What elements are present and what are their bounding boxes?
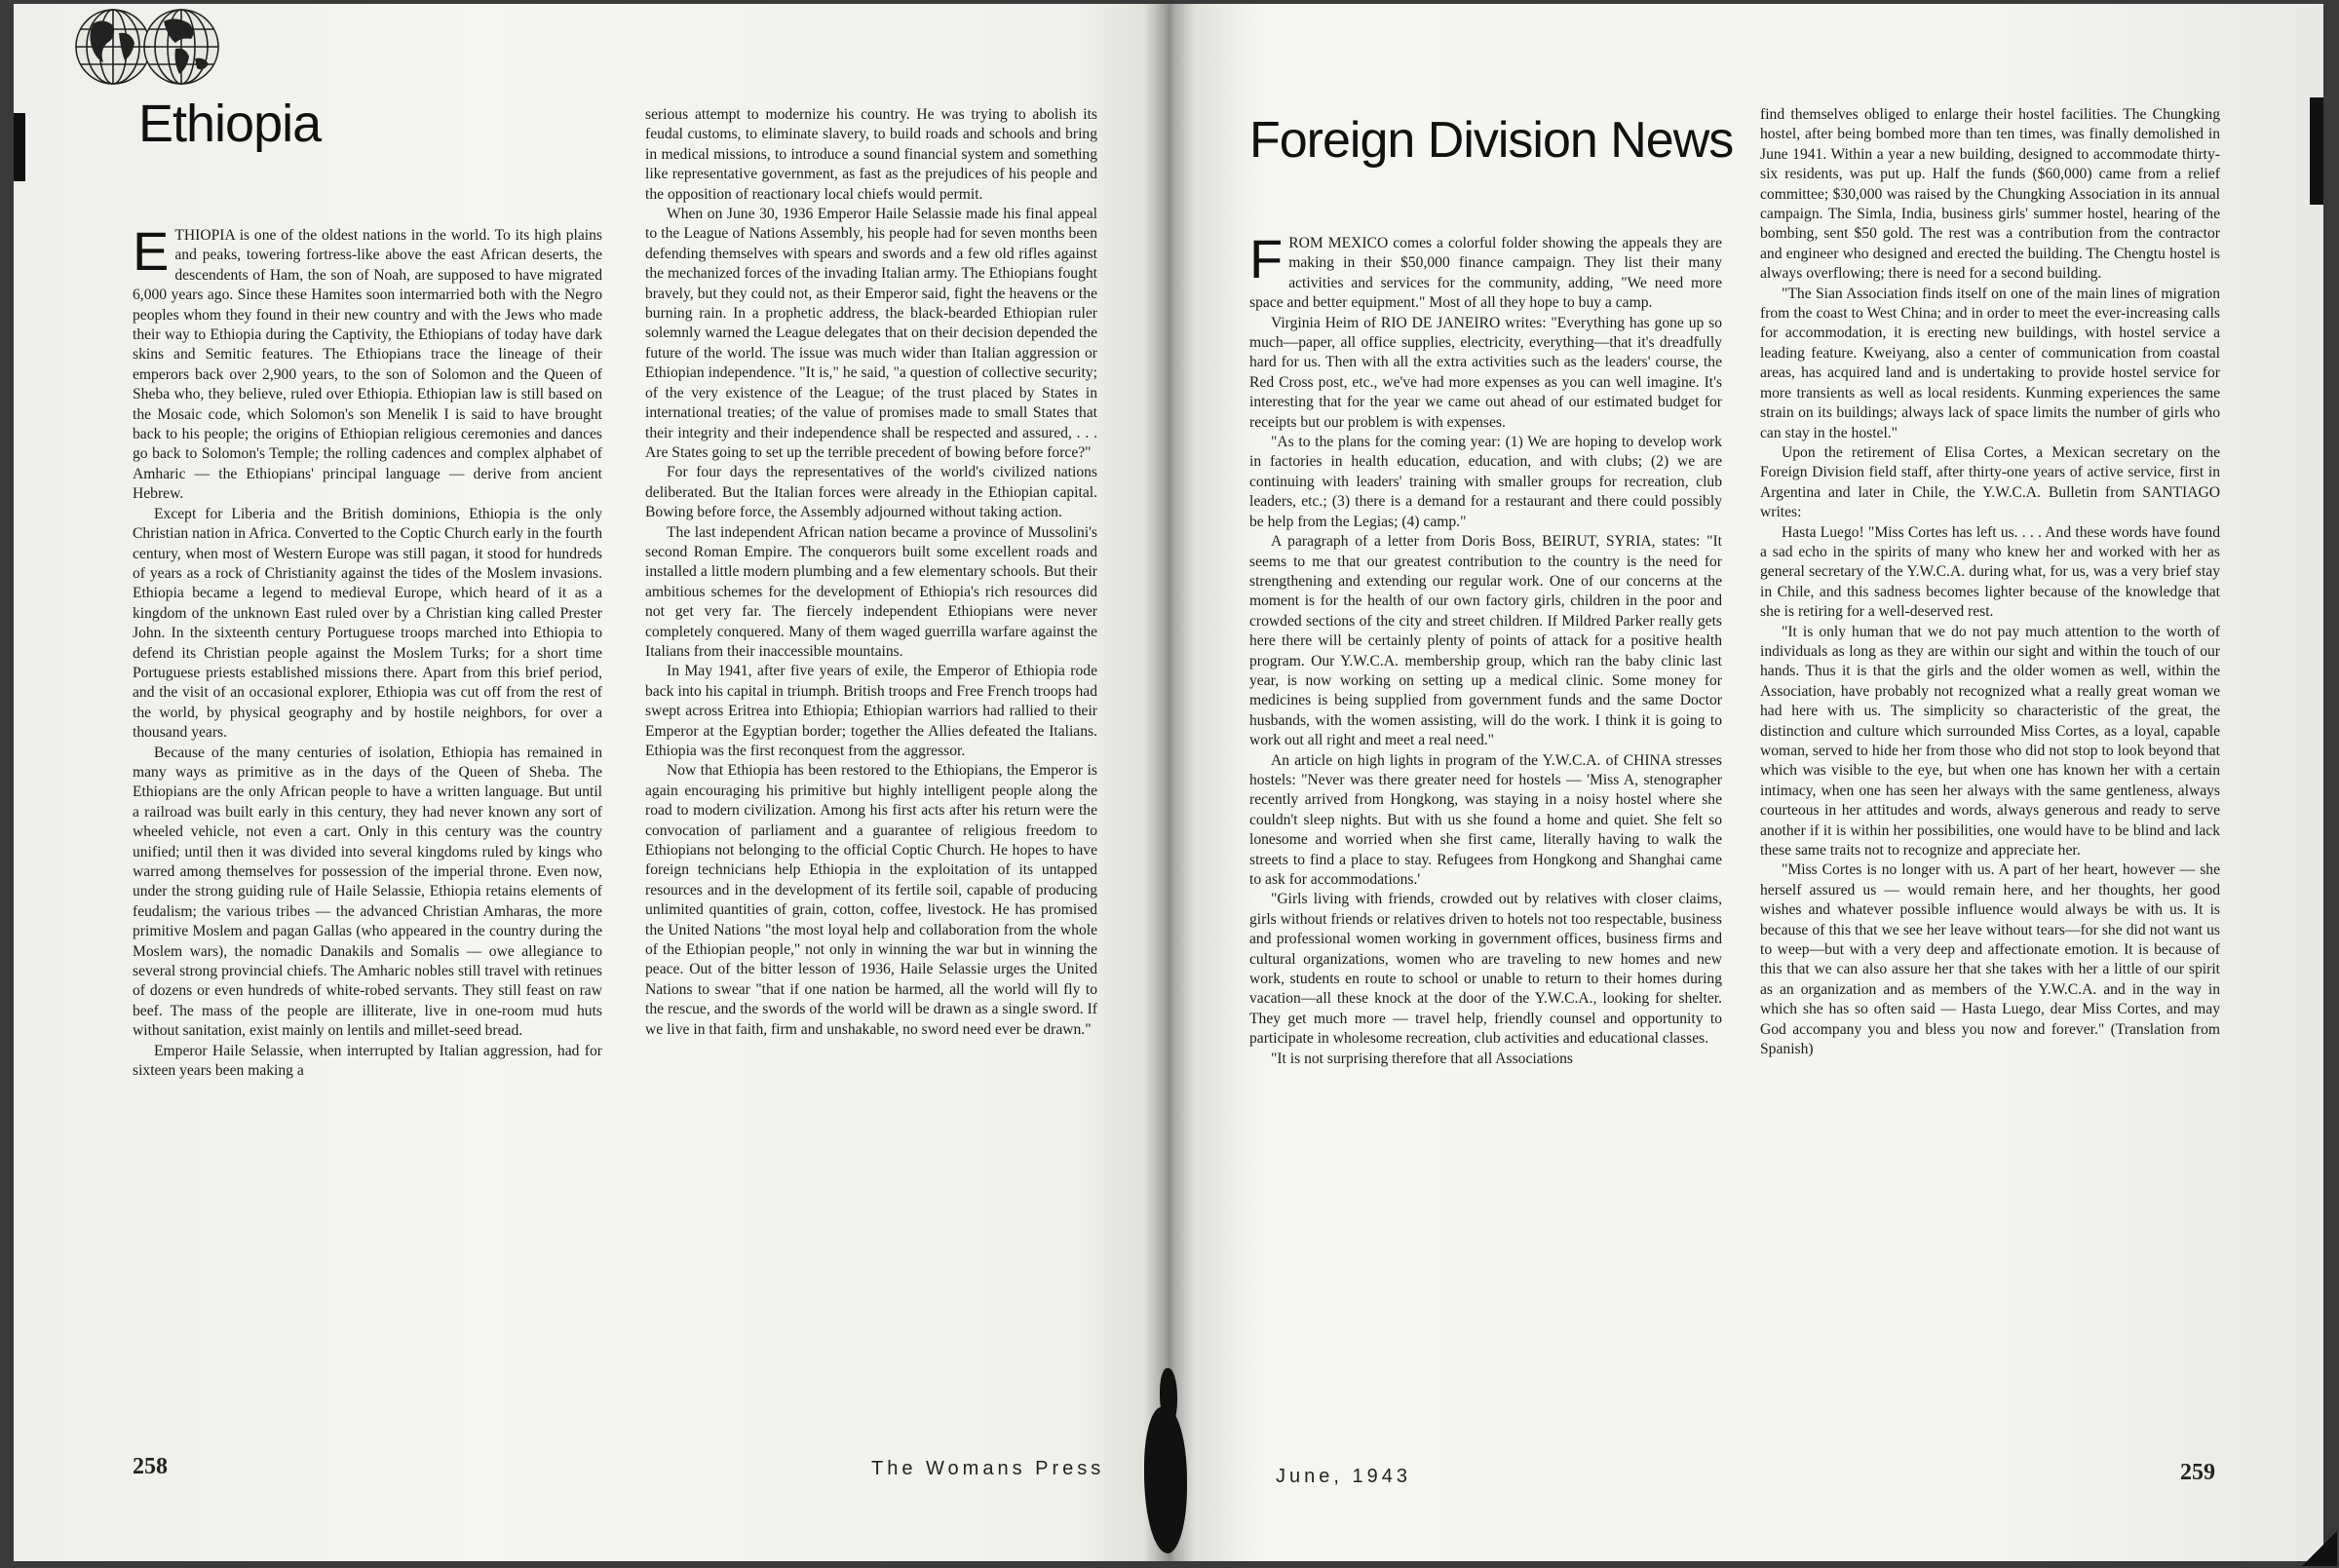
gutter-shadow-blot bbox=[1144, 1407, 1187, 1553]
article-title-foreign-division-news: Foreign Division News bbox=[1249, 112, 1734, 169]
page-number-left: 258 bbox=[133, 1454, 168, 1479]
page-turn-corner-icon[interactable] bbox=[2302, 1531, 2337, 1566]
right-page bbox=[1169, 4, 2323, 1561]
paragraph: Hasta Luego! "Miss Cortes has left us. . . . And these words have found a sad echo in the spirits of many who knew her and worked with her as general secretary of the Y.W.C.A. during what, for us, was a very brief stay in Chile, and this sadness becomes lighter because of the knowledge that she is retiring for a well-deserved rest. bbox=[1760, 523, 2220, 621]
paragraph: serious attempt to modernize his country. He was trying to abolish its feudal customs, to eliminate slavery, to build roads and schools and bring in medical missions, to introduce a sound financial system and something like representative government, as fast as the prejudices of his people and the opposition of reactionary local chiefs would permit. bbox=[645, 106, 1097, 203]
paragraph: Now that Ethiopia has been restored to the Ethiopians, the Emperor is again encouraging his primitive but highly intelligent people along the road to modern civilization. Among his first acts after his return were the convocation of parliament and a guarantee of religious freedom to Ethiopians not belonging to the official Coptic Church. He hopes to have foreign technicians help Ethiopia in the exploitation of its untapped resources and in the development of its fertile soil, capable of producing unlimited quantities of grain, cotton, coffee, livestock. He has promised the United Nations "the most loyal help and collaboration from the whole of the Ethiopian people," not only in winning the war but in winning the peace. Out of the bitter lesson of 1936, Haile Selassie urges the United Nations to swear "that if one nation be harmed, all the world will fly to the rescue, and the swords of the world will be drawn as a single sword. If we live in that faith, firm and unshakable, no sword need ever be drawn." bbox=[645, 762, 1097, 1038]
news-column-2 bbox=[1760, 105, 2220, 1431]
paragraph: When on June 30, 1936 Emperor Haile Selassie made his final appeal to the League of Nations Assembly, his people had for seven months been defending themselves with spears and swords and a few old rifles against the mechanized forces of the invading Italian army. The Ethiopians fought bravely, but they could not, as their Emperor said, fight the heavens or the burning rain. In a prophetic address, the black-bearded Ethiopian ruler solemnly warned the League delegates that on their decision depended the future of the world. The issue was much wider than Italian aggression or Ethiopian independence. "It is," he said, "a question of collective security; of the very existence of the League; of the trust placed by States in international treaties; of the value of promises made to small States that their integrity and their independence shall be respected and assured, . . . Are States going to set up the terrible precedent of bowing before force?" bbox=[645, 206, 1097, 461]
paragraph: "Girls living with friends, crowded out by relatives with closer claims, girls without friends or relatives driven to hotels not too respectable, business and professional women working in government offices, business firms and cultural organizations, women who are traveling to new homes and new work, students en route to school or unable to return to their homes during vacation—all these knock at the door of the Y.W.C.A., looking for shelter. They get much more — travel help, friendly counsel and opportunity to participate in wholesome recreation, club activities and educational classes. bbox=[1249, 891, 1722, 1048]
paragraph: Emperor Haile Selassie, when interrupted by Italian aggression, had for sixteen years been making a bbox=[133, 1042, 602, 1080]
paragraph: The last independent African nation became a province of Mussolini's second Roman Empire. The conquerors built some excellent roads and installed a little modern plumbing and a few elementary schools. But their ambitious schemes for the development of Ethiopia's rich resources did not get very far. The fiercely independent Ethiopians were never completely conquered. Many of them waged guerrilla warfare against the Italians from their inaccessible mountains. bbox=[645, 523, 1097, 660]
paragraph: In May 1941, after five years of exile, the Emperor of Ethiopia rode back into his capital in triumph. British troops and Free French troops had swept across Eritrea into Ethiopia; Ethiopian warriors had rallied to their Emperor at the Egyptian border; together the Allies defeated the Italians. Ethiopia was the first reconquest from the aggressor. bbox=[645, 663, 1097, 759]
page-number-right: 259 bbox=[2180, 1460, 2215, 1485]
paragraph: A paragraph of a letter from Doris Boss, BEIRUT, SYRIA, states: "It seems to me that our greatest contribution to the country is the need for strengthening and extending our regular work. One of our concerns at the moment is for the health of our own factory girls, children in the poor and crowded sections of the city and street children. If Mildred Parker really gets here there will be certainly plenty of points of attack for a positive health program. Our Y.W.C.A. membership group, which ran the baby clinic last year, is now working on setting up a medical clinic. Some money for medicines is being supplied from government funds and the same Doctor husbands, with the women assisting, will do the work. I think it is going to work out all right and meet a real need." bbox=[1249, 533, 1722, 749]
ethiopia-column-2 bbox=[645, 105, 1097, 1431]
paragraph: "The Sian Association finds itself on one of the main lines of migration from the coast to West China; and in order to meet the ever-increasing calls for accommodation, it is erecting new buildings, with hostel service a leading feature. Kweiyang, also a center of communication from coastal areas, has acquired land and is undertaking to provide hostel service for more transients as well as local residents. Kunming experiences the same strain on its buildings; always lack of space limits the number of girls who can stay in the hostel." bbox=[1760, 285, 2220, 441]
paragraph: An article on high lights in program of the Y.W.C.A. of CHINA stresses hostels: "Never was there greater need for hostels — 'Miss A, stenographer recently arrived from Hongkong, was staying in a noisy hostel where she couldn't sleep nights. But with us she found a home and quiet. She felt so lonesome and worried when she first came, literally having to walk the streets to find a place to stay. Refugees from Hongkong and Shanghai came to ask for accommodations.' bbox=[1249, 751, 1722, 888]
paragraph: ETHIOPIA is one of the oldest nations in the world. To its high plains and peaks, towering fortress-like above the east African deserts, the descendents of Ham, the son of Noah, are supposed to have migrated 6,000 years ago. Since these Hamites soon intermarried both with the Negro peoples whom they found in their new country and with the Jews who made their way to Ethiopia during the Captivity, the Ethiopians of today have dark skins and Semitic features. The Ethiopians trace the lineage of their emperors back over 2,900 years, to the son of Solomon and the Queen of Sheba who, they believe, ruled over Ethiopia. Ethiopian law is still based on the Mosaic code, which Solomon's son Menelik I is said to have brought back to his people; the origins of Ethiopian religious ceremonies and dances go back to Solomon's Temple; the rolling cadences and complex alphabet of Amharic — the Ethiopians' principal language — derive from ancient Hebrew. bbox=[133, 220, 602, 503]
running-footer-publisher: The Womans Press bbox=[871, 1458, 1105, 1479]
running-footer-date: June, 1943 bbox=[1276, 1466, 1411, 1487]
paragraph: Because of the many centuries of isolation, Ethiopia has remained in many ways as primitive as in the days of the Queen of Sheba. The Ethiopians are the only African people to have a written language. But until a railroad was built early in this century, they had never known any sort of wheeled vehicle, not even a cart. Only in this century was the country unified; until then it was divided into several kingdoms ruled by kings who warred among themselves for possession of the imperial throne. Even now, under the strong guiding rule of Haile Selassie, Ethiopia retains elements of feudalism; the various tribes — the advanced Christian Amharas, the more primitive Moslem and pagan Gallas (who appeared in the country during the Moslem wars), the nomadic Danakils and Somalis — owe allegiance to several strong provincial chiefs. The Amharic nobles still travel with retinues of dozens or even hundreds of white-robed servants. They still feast on raw beef. The mass of the people are illiterate, live in one-room mud huts without sanitation, exist mainly on lentils and millet-seed bread. bbox=[133, 744, 602, 1040]
paragraph: "Miss Cortes is no longer with us. A part of her heart, however — she herself assured us — would remain here, and her thoughts, her good wishes and whatever possible influence would always be with us. It is because of this that we see her leave without tears—for she did not want us to weep—but with a very deep and affectionate emotion. It is because of this that we can also assure her that she takes with her a little of our spirit as an organization and as members of the Y.W.C.A. and in the way in which she has so often said — Hasta Luego, dear Miss Cortes, and may God accompany you and bless you now and forever." (Translation from Spanish) bbox=[1760, 861, 2220, 1058]
paragraph: "It is not surprising therefore that all Associations bbox=[1271, 1050, 1573, 1067]
book-spread bbox=[14, 4, 2323, 1561]
paragraph: "It is only human that we do not pay much attention to the worth of individuals as long as they are within our sight and within the touch of our hands. Thus it is that the girls and the older women as well, within the Association, have probably not recognized what a really great woman we had here with us. The simplicity so characteristic of the great, the distinction and culture which surrounded Miss Cortes, as a loyal, capable woman, served to hide her from those who did not stop to look beyond that which was visible to the eye, but when one has known her with a certain intimacy, when one has seen her always with the same gentleness, always courteous in her attitudes and words, always generous and ready to serve another if it is within her possibilities, one would have to be blind and lack these same traits not to recognize and appreciate her. bbox=[1760, 623, 2220, 860]
scan-edge-mark bbox=[2310, 97, 2323, 205]
ethiopia-column-1 bbox=[133, 220, 602, 1434]
drop-cap: F bbox=[1249, 228, 1284, 289]
news-column-1 bbox=[1249, 228, 1722, 1434]
article-title-ethiopia: Ethiopia bbox=[138, 95, 322, 153]
paragraph: For four days the representatives of the world's civilized nations deliberated. But the Italian forces were already in the Ethiopian capital. Bowing before force, the Assembly adjourned without taking action. bbox=[645, 464, 1097, 521]
paragraph: Upon the retirement of Elisa Cortes, a Mexican secretary on the Foreign Division field staff, after thirty-one years of active service, first in Argentina and later in Chile, the Y.W.C.A. Bulletin from SANTIAGO writes: bbox=[1760, 443, 2220, 521]
paragraph: "As to the plans for the coming year: (1) We are hoping to develop work in factories in health education, education, and with clubs; (2) we are continuing with leaders' training with smaller groups for recreation, club leaders, etc.; (3) there is a demand for a restaurant and there could possibly be help from the Legias; (4) camp." bbox=[1249, 434, 1722, 530]
drop-cap: E bbox=[133, 220, 170, 282]
paragraph: Except for Liberia and the British dominions, Ethiopia is the only Christian nation in Africa. Converted to the Coptic Church early in the fourth century, when most of Western Europe was still pagan, it stood for hundreds of years as a rock of Christianity against the tides of the Moslem invasions. Ethiopia became a legend to medieval Europe, which heard of it as a kingdom of the unknown East ruled over by a Christian king called Prester John. In the sixteenth century Portuguese troops marched into Ethiopia to defend its Christian people against the Moslem Turks; for a short time Portuguese priests established missions there. Apart from this brief period, and the visit of an occasional explorer, Ethiopia was cut off from the rest of the world, by physical geography and by hostile neighbors, for over a thousand years. bbox=[133, 505, 602, 742]
paragraph: find themselves obliged to enlarge their hostel facilities. The Chungking hostel, after being bombed more than ten times, was finally demolished in June 1941. Within a year a new building, designed to accommodate thirty-six residents, was put up. Half the funds ($60,000) came from a relief committee; $30,000 was raised by the Chungking Association in its annual campaign. The Simla, India, business girls' summer hostel, hearing of the bombing, sent $50 gold. The rest was a contribution from the contractor and engineer who designed and erected the building. The Chengtu hostel is always overflowing; there is need for a second building. bbox=[1760, 106, 2220, 283]
left-page bbox=[14, 4, 1169, 1561]
scan-edge-mark bbox=[14, 113, 25, 181]
paragraph: FROM MEXICO comes a colorful folder showing the appeals they are making in their $50,000 finance campaign. They list their many activities and services for the community, adding, "We need more space and better equipment." Most of all they hope to buy a camp. bbox=[1249, 228, 1722, 312]
gutter-shadow-blot bbox=[1160, 1368, 1177, 1427]
paragraph: Virginia Heim of RIO DE JANEIRO writes: "Everything has gone up so much—paper, all office supplies, electricity, everything—that it's dreadfully hard for us. Then with all the extra activities such as the leaders' course, the Red Cross post, etc., we've had more expenses as you can well imagine. It's interesting that for the year we came out ahead of our estimated budget for receipts but our problem is with expenses. bbox=[1249, 314, 1722, 431]
twin-globe-icon bbox=[74, 4, 220, 94]
